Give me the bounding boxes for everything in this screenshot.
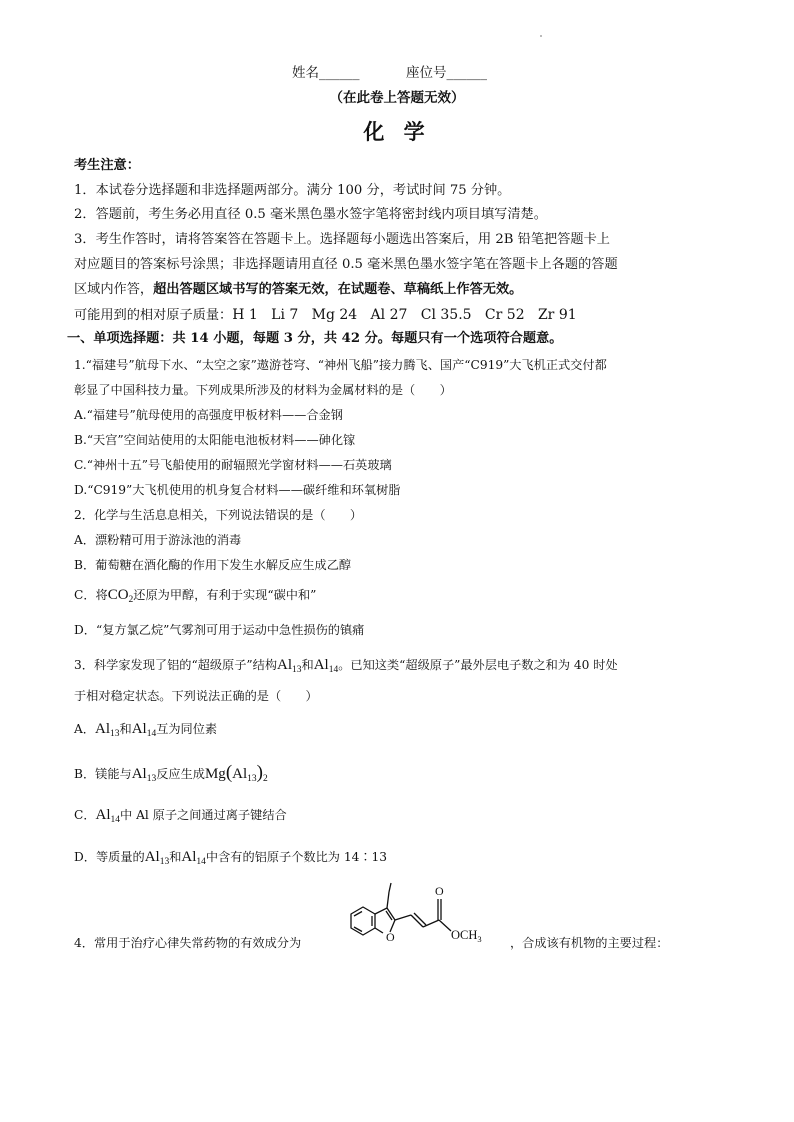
al-symbol: Al [313, 657, 329, 673]
q3-option-d-suffix: 中含有的铝原子个数比为 14∶13 [205, 850, 388, 864]
seat-field: 座位号______ [406, 65, 487, 81]
q1-stem-line-2: 彰显了中国科技力量。下列成果所涉及的材料为金属材料的是（ ） [74, 383, 452, 397]
q2-option-d: D．“复方氯乙烷”气雾剂可用于运动中急性损伤的镇痛 [74, 623, 365, 637]
co2-text: CO [107, 587, 129, 603]
outer-subscript: 2 [262, 774, 268, 784]
q2-option-c-prefix: C．将 [74, 588, 108, 602]
and-text: 和 [169, 850, 182, 864]
mg-al13-2-formula [204, 762, 268, 784]
methoxy-subscript: 3 [477, 934, 482, 944]
scan-speck [540, 35, 542, 37]
section-1-title: 一、单项选择题：共 14 小题，每题 3 分，共 42 分。每题只有一个选项符合题意。 [67, 331, 563, 346]
q3-stem-line-2: 于相对稳定状态。下列说法正确的是（ ） [74, 689, 318, 703]
instruction-3-line-3 [74, 281, 522, 299]
q2-option-c-suffix: 还原为甲醇，有利于实现“碳中和” [133, 588, 317, 602]
instruction-1: 1．本试卷分选择题和非选择题两部分。满分 100 分，考试时间 75 分钟。 [74, 183, 511, 198]
al-symbol: Al [144, 849, 160, 865]
mg-symbol: Mg [204, 766, 226, 782]
and-text: 和 [301, 658, 314, 672]
q2-option-a: A．漂粉精可用于游泳池的消毒 [74, 533, 242, 547]
and-text: 和 [119, 722, 132, 736]
al13-subscript: 13 [110, 729, 120, 739]
al13-subscript: 13 [247, 774, 257, 784]
subject-title: 化 学 [363, 120, 431, 144]
atomic-mass-line [74, 306, 577, 325]
q3-stem-text-a: 3．科学家发现了铝的“超级原子”结构 [74, 658, 278, 672]
al13-subscript: 13 [159, 857, 170, 867]
al13-subscript: 13 [146, 774, 157, 784]
q3-option-c [74, 806, 287, 829]
instruction-3-line-1: 3．考生作答时，请将答案答在答题卡上。选择题每小题选出答案后，用 2B 铅笔把答题卡上 [74, 232, 610, 247]
co2-formula [108, 587, 134, 603]
q3-option-d [74, 848, 387, 871]
al-symbol: Al [95, 807, 111, 823]
al14-formula [132, 721, 157, 737]
furan-oxygen-label: O [386, 930, 395, 944]
q3-option-c-suffix: 中 Al 原子之间通过离子键结合 [120, 808, 287, 822]
atomic-mass-values: H 1 Li 7 Mg 24 Al 27 Cl 35.5 Cr 52 Zr 91 [232, 307, 577, 323]
q3-option-a-suffix: 互为同位素 [156, 722, 218, 736]
al14-formula [96, 807, 121, 823]
al-symbol: Al [131, 766, 147, 782]
carbonyl-oxygen-label: O [435, 884, 444, 898]
instruction-2: 2．答题前，考生务必用直径 0.5 毫米黑色墨水签字笔将密封线内项目填写清楚。 [74, 207, 547, 222]
al13-subscript: 13 [292, 665, 302, 675]
methoxy-text: OCH [451, 928, 478, 942]
right-paren: ) [256, 762, 263, 783]
q2-option-c [74, 586, 316, 609]
al14-subscript: 14 [110, 815, 121, 825]
q3-option-b-prefix: B．镁能与 [74, 767, 132, 781]
q1-stem-line-1: 1.“福建号”航母下水、“太空之家”遨游苍穹、“神州飞船”接力腾飞、国产“C919”大飞机正式交付都 [74, 358, 607, 372]
q1-option-a: A.“福建号”航母使用的高强度甲板材料——合金钢 [74, 408, 343, 422]
instruction-3-normal: 区域内作答， [74, 282, 154, 297]
al14-formula [181, 849, 206, 865]
al-symbol: Al [181, 849, 197, 865]
al-symbol: Al [131, 721, 147, 737]
instructions-title: 考生注意： [74, 158, 140, 173]
instruction-3-bold: 超出答题区域书写的答案无效，在试题卷、草稿纸上作答无效。 [153, 282, 523, 297]
q3-option-a [74, 720, 217, 743]
q3-option-c-prefix: C． [74, 808, 96, 822]
q3-option-b [74, 764, 268, 788]
benzofuran-ester-structure [335, 875, 525, 955]
al13-formula [132, 766, 157, 782]
name-field: 姓名______ [292, 65, 360, 81]
co2-subscript: 2 [128, 595, 134, 605]
q1-option-b: B.“天宫”空间站使用的太阳能电池板材料——砷化镓 [74, 433, 356, 447]
q3-option-d-prefix: D．等质量的 [74, 850, 145, 864]
al14-subscript: 14 [328, 665, 339, 675]
instruction-3-line-2: 对应题目的答案标号涂黑；非选择题请用直径 0.5 毫米黑色墨水签字笔在答题卡上各题的答题 [74, 257, 618, 272]
q2-stem: 2．化学与生活息息相关，下列说法错误的是（ ） [74, 508, 363, 522]
q1-option-c: C.“神州十五”号飞船使用的耐辐照光学窗材料——石英玻璃 [74, 458, 392, 472]
al14-subscript: 14 [146, 729, 157, 739]
q3-option-b-middle: 反应生成 [156, 767, 205, 781]
al14-formula [314, 657, 339, 673]
al-symbol: Al [95, 721, 110, 737]
q4-stem-suffix: ，合成该有机物的主要过程： [510, 936, 669, 950]
left-paren: ( [225, 762, 233, 783]
q2-option-b: B．葡萄糖在酒化酶的作用下发生水解反应生成乙醇 [74, 558, 352, 572]
al14-subscript: 14 [196, 857, 206, 867]
atomic-mass-label: 可能用到的相对原子质量： [74, 308, 233, 323]
al13-formula [145, 849, 170, 865]
al13-formula [277, 657, 302, 673]
al-symbol: Al [232, 766, 248, 782]
q3-option-a-prefix: A． [74, 722, 95, 736]
methoxy-label [451, 928, 482, 944]
q1-option-d: D.“C919”大飞机使用的机身复合材料——碳纤维和环氧树脂 [74, 483, 401, 497]
al13-formula [95, 721, 120, 737]
q3-stem-text-b: 。已知这类“超级原子”最外层电子数之和为 40 时处 [338, 658, 618, 672]
invalid-notice: （在此卷上答题无效） [329, 90, 465, 106]
q4-stem-prefix: 4．常用于治疗心律失常药物的有效成分为 [74, 936, 302, 950]
al-symbol: Al [277, 657, 293, 673]
q3-stem-line-1 [74, 656, 618, 679]
